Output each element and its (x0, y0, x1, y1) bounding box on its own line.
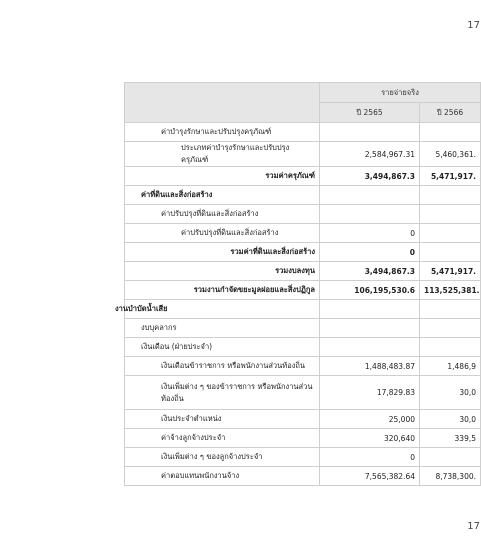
value-2566: 113,525,381. (420, 281, 481, 300)
row-label: รวมค่าครุภัณฑ์ (125, 167, 320, 186)
row-label: ค่าบำรุงรักษาและปรับปรุงครุภัณฑ์ (125, 123, 320, 142)
value-2565: 17,829.83 (320, 376, 420, 410)
value-2566: 8,738,300. (420, 467, 481, 486)
year-2566-header: ปี 2566 (420, 103, 481, 123)
row-label (115, 300, 320, 319)
table-row (125, 167, 481, 186)
expense-table-container (115, 82, 480, 486)
value-2566: 5,460,361. (420, 142, 481, 167)
value-2566 (420, 224, 481, 243)
value-2565: 320,640 (320, 429, 420, 448)
section-title: งานบำบัดน้ำเสีย (115, 304, 168, 313)
table-row (125, 123, 481, 142)
row-label: รวมงบลงทุน (125, 262, 320, 281)
row-label: เงินเดือนข้าราชการ หรือพนักงานส่วนท้องถิ่น (125, 357, 320, 376)
row-label: เงินเพิ่มต่าง ๆ ของข้าราชการ หรือพนักงานส่วนท้องถิ่น (125, 376, 320, 410)
value-2565: 1,488,483.87 (320, 357, 420, 376)
row-label: เงินประจำตำแหน่ง (125, 410, 320, 429)
value-2565: 0 (320, 448, 420, 467)
table-row (125, 357, 481, 376)
table-row (125, 300, 481, 319)
table-row (125, 262, 481, 281)
row-label: รวมงานกำจัดขยะมูลฝอยและสิ่งปฏิกูล (125, 281, 320, 300)
row-label: เงินเดือน (ฝ่ายประจำ) (125, 338, 320, 357)
table-row (125, 224, 481, 243)
value-2565: 3,494,867.3 (320, 167, 420, 186)
table-row (125, 186, 481, 205)
value-2566: 5,471,917. (420, 262, 481, 281)
table-row (125, 429, 481, 448)
value-2566 (420, 319, 481, 338)
table-row (125, 467, 481, 486)
value-2566 (420, 205, 481, 224)
year-2565-header: ปี 2565 (320, 103, 420, 123)
row-label: ค่าจ้างลูกจ้างประจำ (125, 429, 320, 448)
value-2565: 106,195,530.6 (320, 281, 420, 300)
value-2566: 339,5 (420, 429, 481, 448)
value-2565 (320, 338, 420, 357)
value-2565: 3,494,867.3 (320, 262, 420, 281)
table-row (125, 338, 481, 357)
value-2565 (320, 205, 420, 224)
value-2565 (320, 300, 420, 319)
value-2566: 30,0 (420, 376, 481, 410)
table-row (125, 142, 481, 167)
value-2565 (320, 319, 420, 338)
table-row (125, 376, 481, 410)
row-label: ค่าที่ดินและสิ่งก่อสร้าง (125, 186, 320, 205)
value-2565: 25,000 (320, 410, 420, 429)
value-2565 (320, 123, 420, 142)
value-2566 (420, 123, 481, 142)
value-2565 (320, 186, 420, 205)
table-row (125, 281, 481, 300)
table-row (125, 205, 481, 224)
page-number-bottom: 17 (467, 521, 480, 532)
table-row (125, 319, 481, 338)
table-row (125, 410, 481, 429)
row-label: ประเภทค่าบำรุงรักษาและปรับปรุงครุภัณฑ์ (125, 142, 320, 167)
row-label: งบบุคลากร (125, 319, 320, 338)
row-label: รวมค่าที่ดินและสิ่งก่อสร้าง (125, 243, 320, 262)
actual-expense-header: รายจ่ายจริง (320, 83, 481, 103)
row-label: ค่าปรับปรุงที่ดินและสิ่งก่อสร้าง (125, 205, 320, 224)
value-2566 (420, 243, 481, 262)
value-2566: 30,0 (420, 410, 481, 429)
table-row (125, 243, 481, 262)
value-2565: 7,565,382.64 (320, 467, 420, 486)
value-2565: 0 (320, 224, 420, 243)
expense-table (115, 82, 481, 486)
page-number-top: 17 (467, 20, 480, 31)
value-2566 (420, 300, 481, 319)
value-2565: 0 (320, 243, 420, 262)
value-2565: 2,584,967.31 (320, 142, 420, 167)
value-2566 (420, 448, 481, 467)
value-2566 (420, 186, 481, 205)
row-label: ค่าปรับปรุงที่ดินและสิ่งก่อสร้าง (125, 224, 320, 243)
value-2566: 5,471,917. (420, 167, 481, 186)
value-2566 (420, 338, 481, 357)
label-column-header (125, 83, 320, 123)
row-label: ค่าตอบแทนพนักงานจ้าง (125, 467, 320, 486)
row-label: เงินเพิ่มต่าง ๆ ของลูกจ้างประจำ (125, 448, 320, 467)
value-2566: 1,486,9 (420, 357, 481, 376)
table-row (125, 448, 481, 467)
